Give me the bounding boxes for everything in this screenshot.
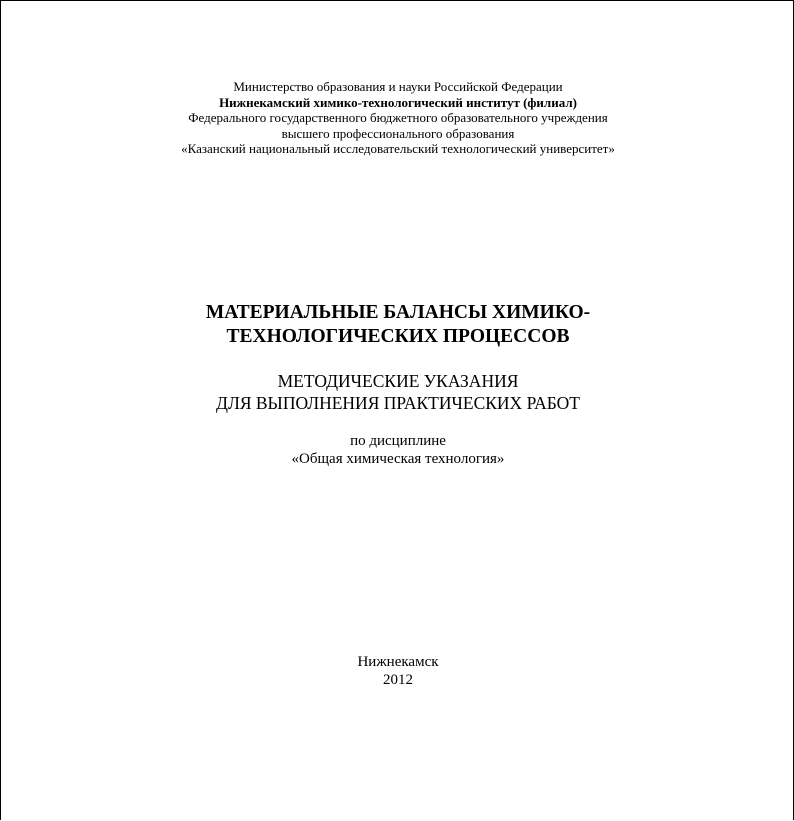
ministry-line: Министерство образования и науки Российской Федерации xyxy=(233,79,563,94)
discipline-block xyxy=(1,432,794,468)
subtitle-line-1: МЕТОДИЧЕСКИЕ УКАЗАНИЯ xyxy=(277,371,519,391)
discipline-name: «Общая химическая технология» xyxy=(291,451,505,467)
education-level-line: высшего профессионального образования xyxy=(281,125,515,141)
publication-year: 2012 xyxy=(383,672,413,688)
title-line-1: МАТЕРИАЛЬНЫЕ БАЛАНСЫ ХИМИКО- xyxy=(205,302,591,323)
institution-header xyxy=(1,79,794,157)
title-line-2: ТЕХНОЛОГИЧЕСКИХ ПРОЦЕССОВ xyxy=(226,326,570,347)
imprint-block xyxy=(1,653,794,689)
document-subtitle xyxy=(1,370,794,414)
city-name: Нижнекамск xyxy=(357,654,439,670)
university-name: «Казанский национальный исследовательский технологический университет» xyxy=(181,141,615,156)
institute-name: Нижнекамский химико-технологический институт (филиал) xyxy=(219,94,577,110)
federal-institution-line: Федерального государственного бюджетного образовательного учреждения xyxy=(188,110,608,125)
document-title xyxy=(1,301,794,349)
discipline-prefix: по дисциплине xyxy=(350,433,446,449)
subtitle-line-2: ДЛЯ ВЫПОЛНЕНИЯ ПРАКТИЧЕСКИХ РАБОТ xyxy=(216,393,580,413)
